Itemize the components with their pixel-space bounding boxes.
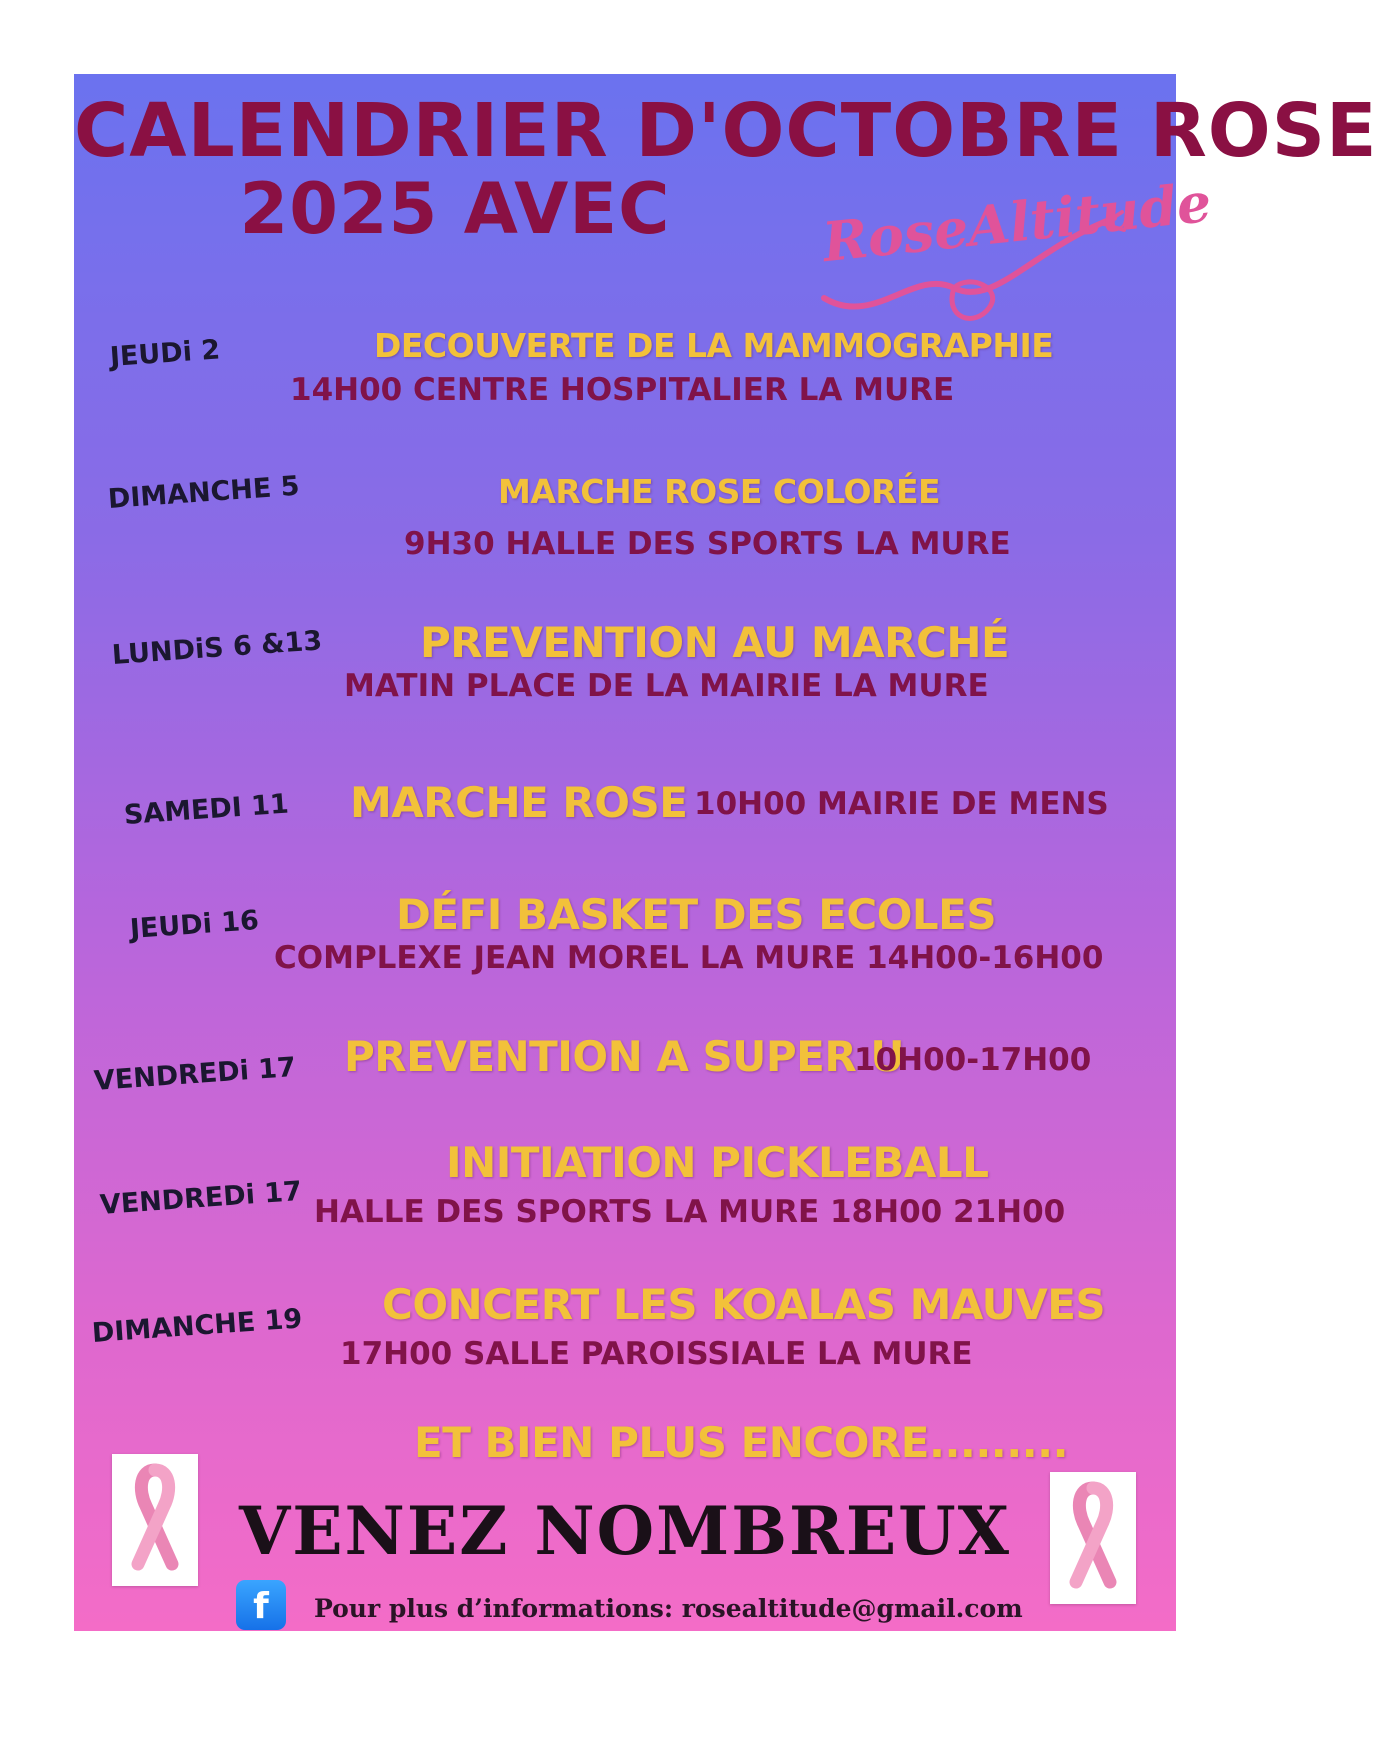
event-info: 17H00 SALLE PAROISSIALE LA MURE [340,1336,973,1372]
poster-title-line1: CALENDRIER D'OCTOBRE ROSE [74,88,1378,174]
contact-info: Pour plus d’informations: rosealtitude@gmail.com [314,1594,1023,1623]
event-day: JEUDi 2 [108,334,222,373]
facebook-icon[interactable]: f [236,1580,286,1630]
event-info: 10H00-17H00 [854,1042,1092,1078]
rosealtitude-logo [804,169,1215,328]
event-day: SAMEDI 11 [122,788,290,831]
venez-nombreux-heading: VENEZ NOMBREUX [239,1492,1011,1570]
event-title: DECOUVERTE DE LA MAMMOGRAPHIE [374,326,1054,365]
event-day: LUNDiS 6 &13 [110,625,324,671]
event-info: MATIN PLACE DE LA MAIRIE LA MURE [344,668,989,704]
poster [74,74,1378,1631]
event-info: 10H00 MAIRIE DE MENS [694,786,1109,822]
event-day: VENDREDi 17 [98,1175,303,1221]
event-info: 9H30 HALLE DES SPORTS LA MURE [404,526,1011,562]
event-title: CONCERT LES KOALAS MAUVES [382,1280,1106,1329]
event-title: MARCHE ROSE COLORÉE [498,472,941,511]
event-info: 14H00 CENTRE HOSPITALIER LA MURE [290,372,955,408]
more-text: ET BIEN PLUS ENCORE......... [414,1418,1069,1467]
poster-title-line2: 2025 AVEC [239,168,671,250]
event-title: PREVENTION A SUPER U [344,1032,904,1081]
event-day: JEUDi 16 [128,905,260,945]
event-title: INITIATION PICKLEBALL [446,1138,989,1187]
event-title: MARCHE ROSE [350,778,688,827]
event-day: VENDREDi 17 [92,1051,297,1097]
event-info: HALLE DES SPORTS LA MURE 18H00 21H00 [314,1194,1066,1230]
event-title: PREVENTION AU MARCHÉ [420,618,1010,667]
event-day: DIMANCHE 19 [90,1303,304,1349]
logo-text: RoseAltitude [819,169,1215,275]
event-info: COMPLEXE JEAN MOREL LA MURE 14H00-16H00 [274,940,1104,976]
event-day: DIMANCHE 5 [106,470,301,515]
event-title: DÉFI BASKET DES ECOLES [396,890,997,939]
